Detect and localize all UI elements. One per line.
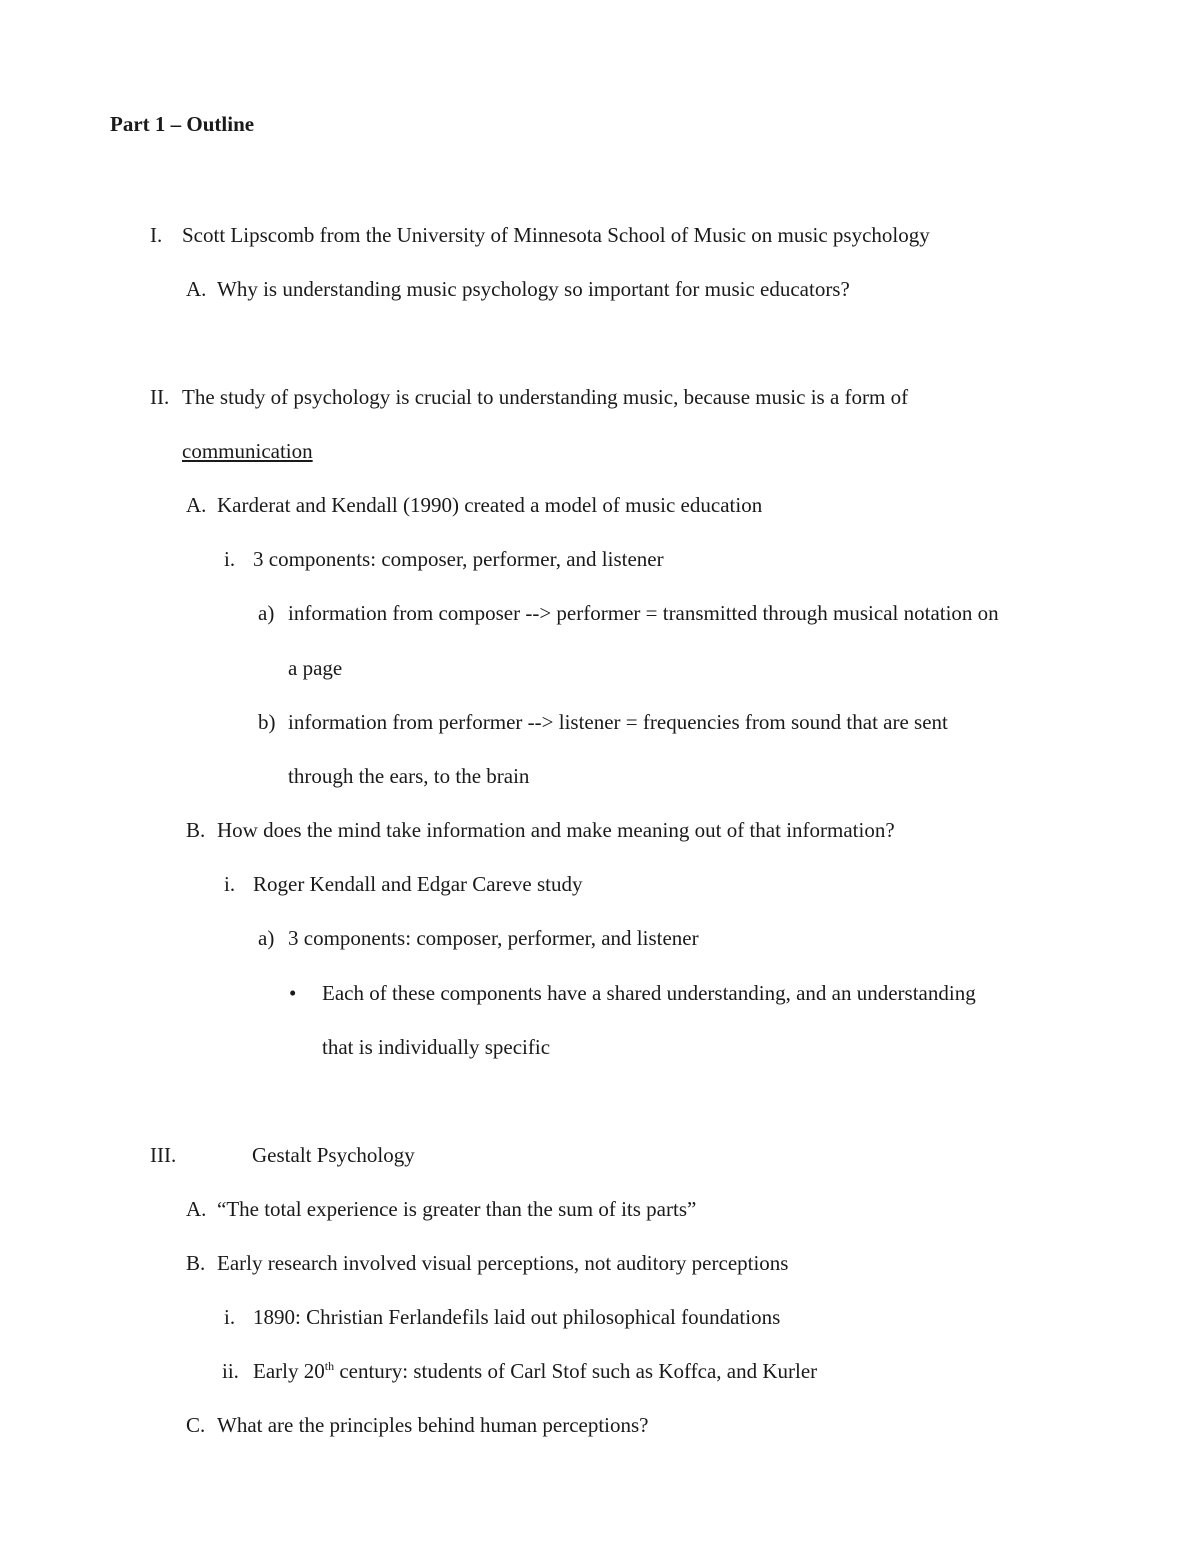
section-ii-marker: II.: [150, 385, 170, 409]
section-ii-b-i-marker: i.: [224, 872, 236, 896]
section-iii-text: Gestalt Psychology: [252, 1143, 415, 1167]
section-ii-b-i-a-text: 3 components: composer, performer, and listener: [288, 926, 699, 950]
bullet-marker: •: [289, 981, 297, 1005]
section-iii-b-i-text: 1890: Christian Ferlandefils laid out philosophical foundations: [253, 1305, 781, 1329]
page-title: Part 1 – Outline: [110, 112, 255, 136]
section-iii-c-text: What are the principles behind human perceptions?: [217, 1413, 649, 1437]
section-ii-a-i-a-text: information from composer --> performer = transmitted through musical notation on: [288, 601, 999, 625]
section-ii-text-underlined: communication: [182, 439, 313, 463]
section-ii-a-i-b-marker: b): [258, 710, 276, 734]
section-ii-a-i-marker: i.: [224, 547, 236, 571]
bullet-text: Each of these components have a shared understanding, and an understanding: [322, 981, 976, 1005]
section-ii-text: The study of psychology is crucial to understanding music, because music is a form of: [182, 385, 909, 409]
section-ii-a-i-text: 3 components: composer, performer, and listener: [253, 547, 664, 571]
section-iii-a-marker: A.: [186, 1197, 207, 1221]
section-i-text: Scott Lipscomb from the University of Minnesota School of Music on music psychology: [182, 223, 930, 247]
section-iii-b-text: Early research involved visual perceptions, not auditory perceptions: [217, 1251, 789, 1275]
superscript-th: th: [324, 1359, 335, 1373]
section-iii-b-marker: B.: [186, 1251, 206, 1275]
section-ii-b-i-text: Roger Kendall and Edgar Careve study: [253, 872, 583, 896]
section-iii-a-text: “The total experience is greater than the sum of its parts”: [217, 1197, 697, 1221]
section-ii-a-marker: A.: [186, 493, 207, 517]
section-ii-b-i-a-marker: a): [258, 926, 275, 950]
section-ii-a-i-a-marker: a): [258, 601, 275, 625]
section-ii-b-marker: B.: [186, 818, 206, 842]
section-iii-b-ii-text-pre: Early 20: [253, 1359, 325, 1383]
section-iii-b-ii-marker: ii.: [222, 1359, 239, 1383]
section-ii-a-i-b-text-cont: through the ears, to the brain: [288, 764, 530, 788]
section-ii-a-i-b-text: information from performer --> listener = frequencies from sound that are sent: [288, 710, 948, 734]
section-iii-marker: III.: [150, 1143, 177, 1167]
section-iii-b-ii-line: [253, 1357, 817, 1385]
section-i-a-marker: A.: [186, 277, 207, 301]
section-iii-b-ii-text-post: century: students of Carl Stof such as Koffca, and Kurler: [334, 1359, 818, 1383]
section-i-marker: I.: [150, 223, 163, 247]
section-i-a-text: Why is understanding music psychology so important for music educators?: [217, 277, 850, 301]
section-ii-b-text: How does the mind take information and make meaning out of that information?: [217, 818, 895, 842]
section-iii-b-i-marker: i.: [224, 1305, 236, 1329]
bullet-text-cont: that is individually specific: [322, 1035, 551, 1059]
section-iii-c-marker: C.: [186, 1413, 206, 1437]
section-ii-a-text: Karderat and Kendall (1990) created a model of music education: [217, 493, 763, 517]
section-ii-a-i-a-text-cont: a page: [288, 656, 343, 680]
